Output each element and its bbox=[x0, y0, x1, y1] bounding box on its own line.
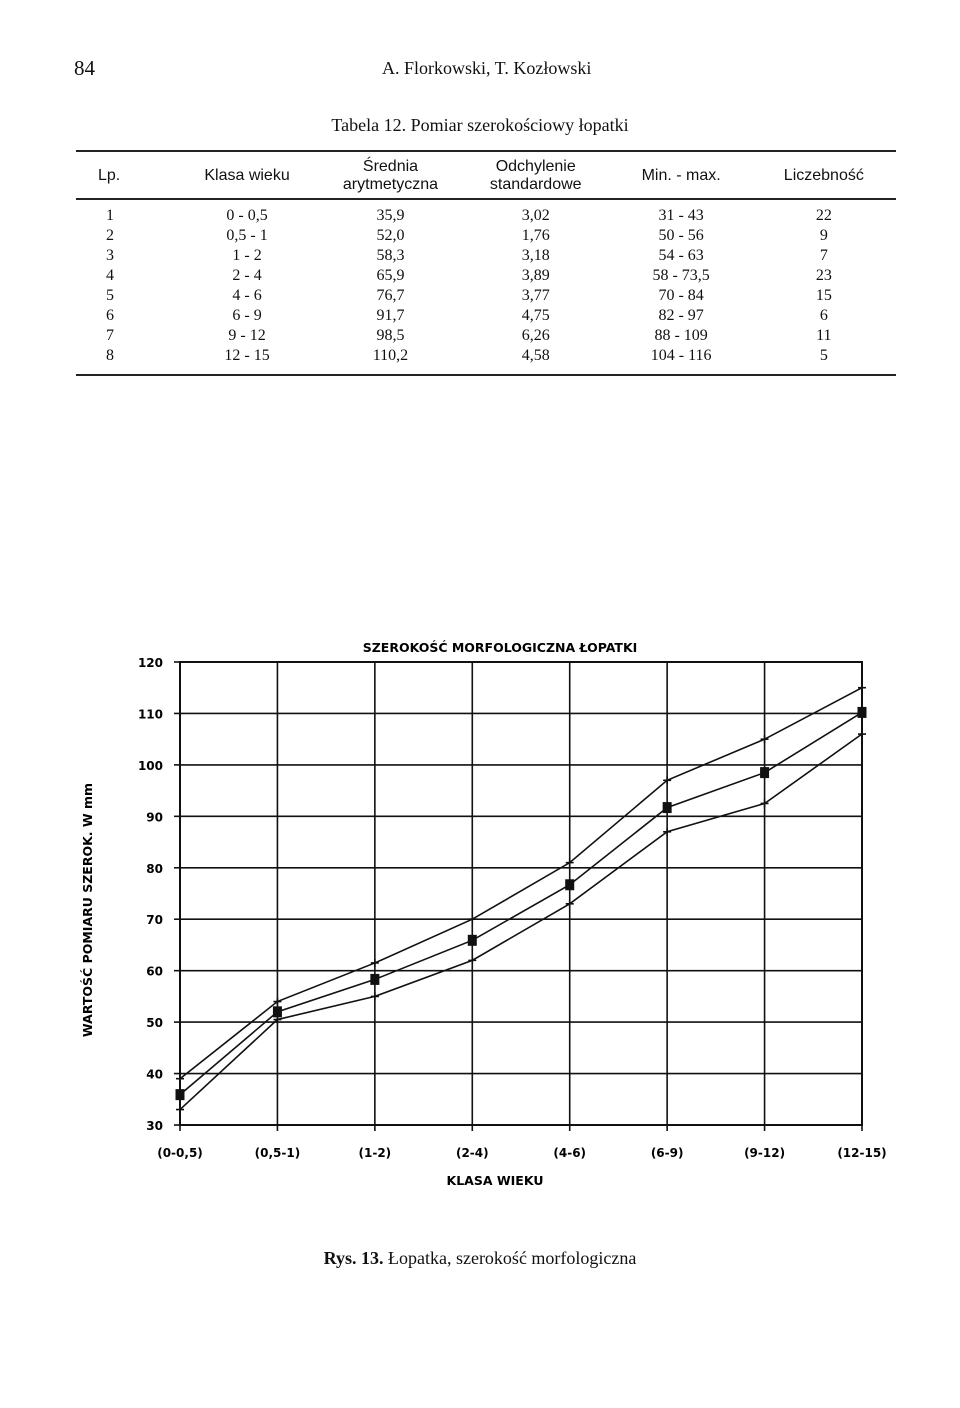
line-chart bbox=[0, 620, 960, 1200]
cell-minmax: 58 - 73,5 bbox=[652, 267, 710, 284]
cell-licz: 22 bbox=[815, 207, 832, 224]
cell-licz: 15 bbox=[815, 287, 832, 304]
cell-klasa: 6 - 9 bbox=[232, 307, 262, 324]
cell-srednia: 58,3 bbox=[376, 247, 405, 264]
cell-minmax: 104 - 116 bbox=[611, 346, 752, 375]
x-tick-label: (0,5-1) bbox=[254, 1146, 301, 1160]
table-row bbox=[76, 226, 896, 246]
y-tick-label: 100 bbox=[137, 758, 163, 773]
chart-title: SZEROKOŚĆ MORFOLOGICZNA ŁOPATKI bbox=[362, 640, 638, 655]
cell-odch: 3,89 bbox=[521, 267, 550, 284]
y-tick-label: 120 bbox=[137, 656, 163, 670]
cell-klasa: 12 - 15 bbox=[174, 346, 320, 375]
mean-marker bbox=[858, 707, 867, 718]
mean-marker bbox=[663, 802, 672, 813]
cell-lp: 5 bbox=[106, 287, 114, 304]
col-header-klasa: Klasa wieku bbox=[204, 167, 290, 184]
cell-odch: 6,26 bbox=[521, 327, 550, 344]
y-tick-label: 30 bbox=[146, 1119, 163, 1133]
table-body bbox=[76, 199, 896, 375]
cell-odch: 3,18 bbox=[521, 247, 550, 264]
mean-marker bbox=[565, 879, 574, 890]
cell-minmax: 82 - 97 bbox=[658, 307, 704, 324]
cell-klasa: 4 - 6 bbox=[232, 287, 262, 304]
x-tick-label: (12-15) bbox=[837, 1146, 887, 1160]
cell-licz: 7 bbox=[819, 247, 828, 264]
table-row bbox=[76, 266, 896, 286]
page-number: 84 bbox=[74, 56, 95, 80]
cell-lp: 7 bbox=[106, 327, 114, 344]
series-line-3 bbox=[180, 734, 862, 1110]
y-tick-label: 70 bbox=[146, 913, 163, 928]
figure-caption-label: Rys. 13. bbox=[323, 1248, 384, 1268]
y-axis-label: WARTOŚĆ POMIARU SZEROK. W mm bbox=[80, 782, 95, 1038]
table-row bbox=[76, 326, 896, 346]
sd-marker bbox=[468, 956, 476, 964]
sd-marker bbox=[468, 915, 476, 923]
cell-srednia: 76,7 bbox=[376, 287, 405, 304]
cell-minmax: 54 - 63 bbox=[658, 247, 704, 264]
cell-lp: 6 bbox=[106, 307, 114, 324]
table-row bbox=[76, 286, 896, 306]
cell-minmax: 88 - 109 bbox=[654, 327, 708, 344]
cell-licz: 6 bbox=[819, 307, 828, 324]
table-caption bbox=[0, 115, 960, 136]
col-header-srednia bbox=[320, 151, 461, 199]
mean-marker bbox=[176, 1089, 185, 1100]
x-tick-label: (2-4) bbox=[455, 1146, 489, 1160]
series-line-2 bbox=[180, 712, 862, 1094]
sd-marker bbox=[858, 684, 866, 692]
cell-srednia: 65,9 bbox=[376, 267, 405, 284]
y-tick-label: 50 bbox=[146, 1016, 163, 1031]
x-tick-label: (1-2) bbox=[358, 1146, 392, 1160]
figure-caption-text: Łopatka, szerokość morfologiczna bbox=[387, 1248, 637, 1268]
measurement-table bbox=[76, 150, 896, 376]
cell-licz: 5 bbox=[752, 346, 896, 375]
table-row bbox=[76, 199, 896, 226]
cell-lp: 1 bbox=[106, 207, 114, 224]
cell-odch: 4,58 bbox=[461, 346, 611, 375]
y-tick-label: 40 bbox=[146, 1067, 163, 1082]
series-line-1 bbox=[180, 688, 862, 1079]
cell-minmax: 31 - 43 bbox=[658, 207, 704, 224]
table-header-row bbox=[76, 151, 896, 199]
table-caption-text: Pomiar szerokościowy łopatki bbox=[410, 115, 629, 135]
cell-srednia: 52,0 bbox=[376, 227, 405, 244]
sd-marker bbox=[371, 959, 379, 967]
cell-odch: 3,02 bbox=[521, 207, 550, 224]
cell-licz: 9 bbox=[819, 227, 828, 244]
col-header-srednia-line2: arytmetyczna bbox=[342, 176, 439, 193]
cell-minmax: 50 - 56 bbox=[658, 227, 704, 244]
x-tick-label: (6-9) bbox=[650, 1146, 684, 1160]
y-tick-label: 80 bbox=[146, 861, 163, 876]
cell-klasa: 1 - 2 bbox=[232, 247, 262, 264]
cell-lp: 4 bbox=[106, 267, 114, 284]
table-row bbox=[76, 306, 896, 326]
cell-odch: 4,75 bbox=[521, 307, 550, 324]
cell-lp: 2 bbox=[106, 227, 114, 244]
cell-odch: 3,77 bbox=[521, 287, 550, 304]
table-row bbox=[76, 246, 896, 266]
y-tick-label: 60 bbox=[146, 964, 163, 979]
col-header-minmax: Min. - max. bbox=[641, 167, 721, 184]
cell-klasa: 0,5 - 1 bbox=[226, 227, 268, 244]
figure-caption bbox=[0, 1248, 960, 1269]
cell-srednia: 91,7 bbox=[376, 307, 405, 324]
mean-marker bbox=[468, 935, 477, 946]
sd-marker bbox=[761, 735, 769, 743]
cell-klasa: 9 - 12 bbox=[228, 327, 266, 344]
cell-lp: 8 bbox=[76, 346, 174, 375]
x-axis-label: KLASA WIEKU bbox=[446, 1173, 544, 1188]
x-tick-label: (9-12) bbox=[744, 1146, 786, 1160]
cell-lp: 3 bbox=[106, 247, 114, 264]
cell-odch: 1,76 bbox=[521, 227, 550, 244]
mean-marker bbox=[760, 767, 769, 778]
cell-srednia: 110,2 bbox=[320, 346, 461, 375]
col-header-odchylenie-line2: standardowe bbox=[489, 176, 582, 193]
cell-srednia: 98,5 bbox=[376, 327, 405, 344]
x-tick-label: (0-0,5) bbox=[157, 1146, 203, 1160]
col-header-odchylenie bbox=[461, 151, 611, 199]
cell-licz: 23 bbox=[815, 267, 832, 284]
mean-marker bbox=[370, 974, 379, 985]
col-header-liczebnosc: Liczebność bbox=[783, 167, 864, 184]
cell-minmax: 70 - 84 bbox=[658, 287, 704, 304]
cell-klasa: 0 - 0,5 bbox=[226, 207, 268, 224]
plot-frame bbox=[180, 662, 862, 1125]
col-header-lp: Lp. bbox=[98, 167, 121, 184]
running-header-authors: A. Florkowski, T. Kozłowski bbox=[382, 58, 592, 78]
col-header-srednia-line1: Średnia bbox=[362, 158, 419, 175]
y-tick-label: 90 bbox=[146, 810, 163, 825]
table-caption-label: Tabela 12. bbox=[331, 115, 407, 135]
col-header-odchylenie-line1: Odchylenie bbox=[495, 158, 576, 175]
x-tick-label: (4-6) bbox=[553, 1146, 587, 1160]
table-row bbox=[76, 346, 896, 375]
sd-marker bbox=[371, 992, 379, 1000]
cell-klasa: 2 - 4 bbox=[232, 267, 262, 284]
cell-srednia: 35,9 bbox=[376, 207, 405, 224]
y-tick-label: 110 bbox=[137, 707, 163, 722]
cell-licz: 11 bbox=[816, 327, 832, 344]
